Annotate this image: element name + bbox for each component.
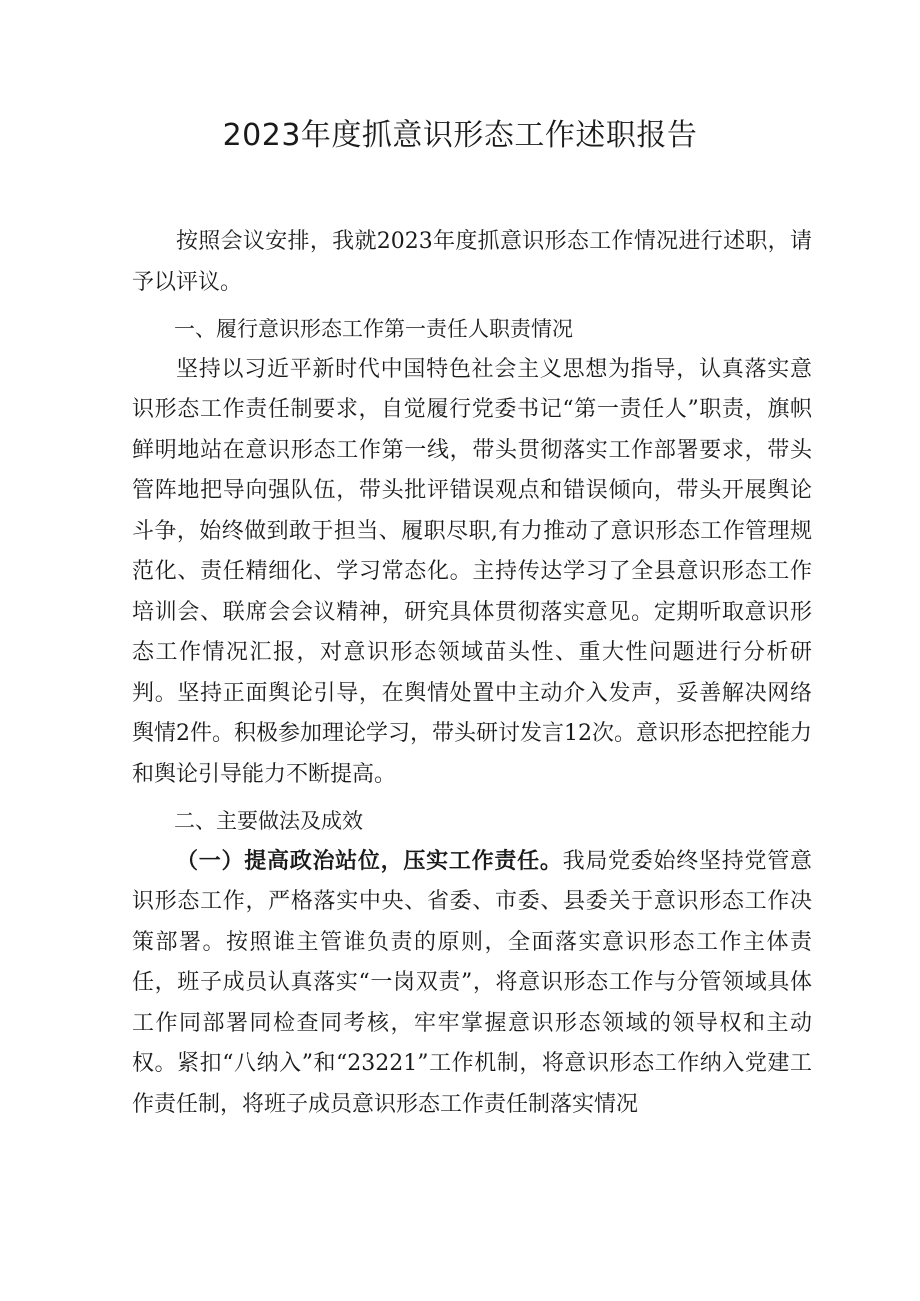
section-1-paragraph: 坚持以习近平新时代中国特色社会主义思想为指导，认真落实意识形态工作责任制要求，自觉履行党委书记“第一责任人”职责，旗帜鲜明地站在意识形态工作第一线，带头贯彻落实工作部署要求，带头管阵地把导向强队伍，带头批评错误观点和错误倾向，带头开展舆论斗争，始终做到敢于担当、履职尽职,有力推动了意识形态工作管理规范化、责任精细化、学习常态化。主持传达学习了全县意识形态工作培训会、联席会会议精神，研究具体贯彻落实意见。定期听取意识形态工作情况汇报，对意识形态领域苗头性、重大性问题进行分析研判。坚持正面舆论引导，在舆情处置中主动介入发声，妥善解决网络舆情2件。积极参加理论学习，带头研讨发言12次。意识形态把控能力和舆论引导能力不断提高。 [132, 356, 812, 787]
section-2-heading: 二、主要做法及成效 [174, 809, 363, 833]
section-2-sub-1-lead: （一）提高政治站位，压实工作责任。 [176, 848, 563, 874]
section-2-sub-1-text: 我局党委始终坚持党管意识形态工作，严格落实中央、省委、市委、县委关于意识形态工作决策部署。按照谁主管谁负责的原则，全面落实意识形态工作主体责任，班子成员认真落实“一岗双责”，将意识形态工作与分管领域具体工作同部署同检查同考核，牢牢掌握意识形态领域的领导权和主动权。紧扣“八纳入”和“23221”工作机制，将意识形态工作纳入党建工作责任制，将班子成员意识形态工作责任制落实情况 [132, 848, 812, 1117]
section-2-sub-1-paragraph [132, 842, 812, 1126]
intro-paragraph: 按照会议安排，我就2023年度抓意识形态工作情况进行述职，请予以评议。 [132, 229, 812, 295]
document-title: 2023年度抓意识形态工作述职报告 [222, 118, 698, 153]
section-1-heading: 一、履行意识形态工作第一责任人职责情况 [174, 317, 573, 341]
document-body [132, 222, 812, 1125]
